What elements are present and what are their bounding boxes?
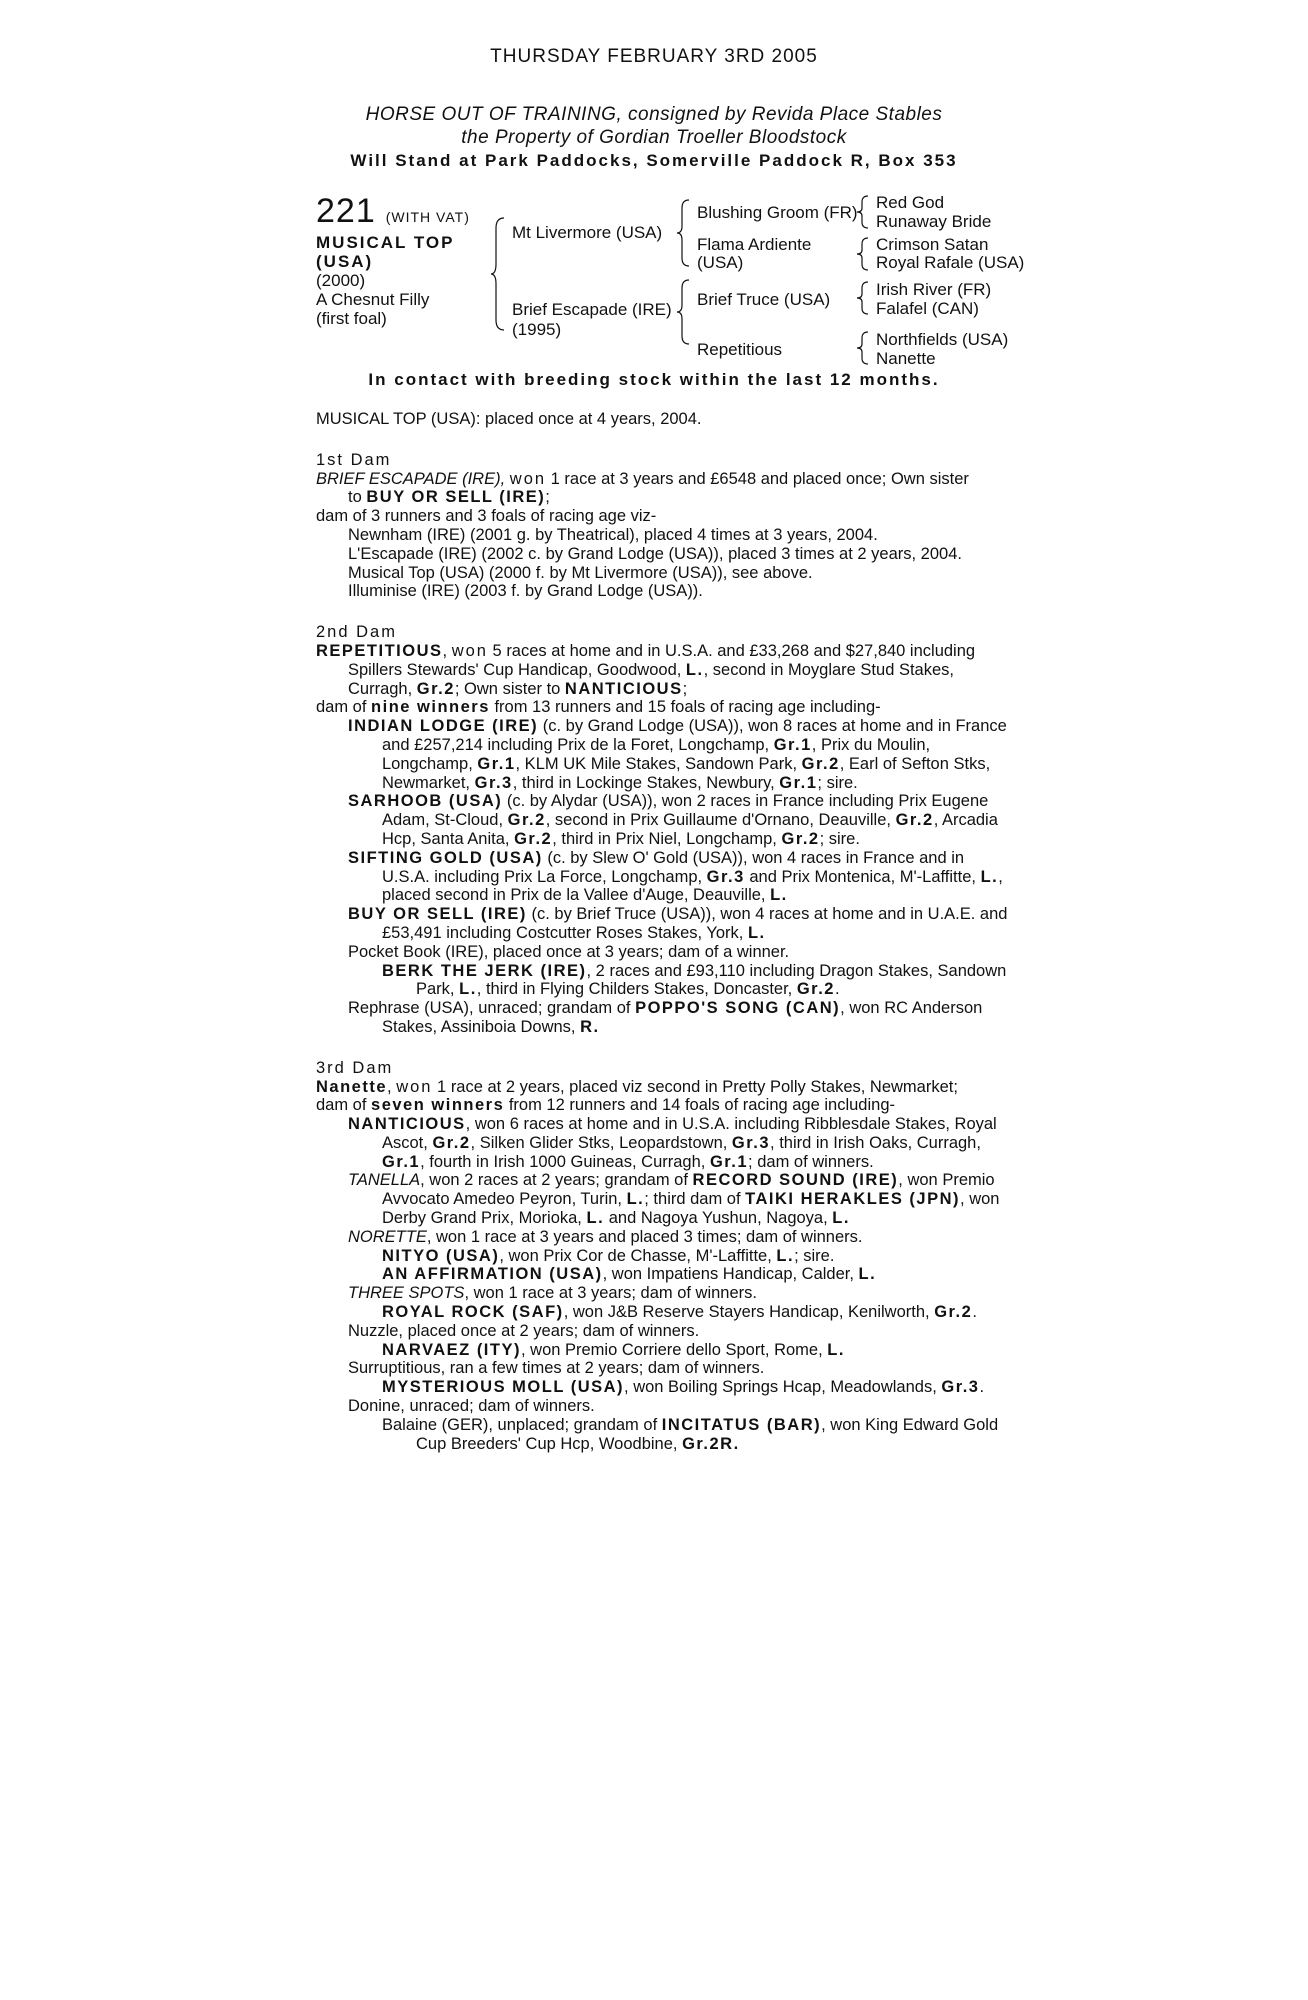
produce-indian-lodge bbox=[316, 717, 1016, 792]
third-dam-produce-post: from 12 runners and 14 foals of racing age including- bbox=[504, 1096, 895, 1115]
produce-balaine bbox=[316, 1416, 1016, 1454]
nanticious-g4: Gr.1 bbox=[709, 1152, 749, 1171]
pedigree-dam: Brief Escapade (IRE) bbox=[512, 300, 672, 319]
indian-lodge-g3: Gr.2 bbox=[801, 754, 840, 773]
indian-lodge-name: INDIAN LODGE (IRE) bbox=[348, 717, 539, 736]
pedigree-brace-main bbox=[490, 216, 510, 332]
first-dam-foal-4: Illuminise (IRE) (2003 f. by Grand Lodge (USA)). bbox=[348, 582, 703, 601]
mysterious-moll-b: . bbox=[979, 1378, 985, 1397]
berk-the-jerk-name: BERK THE JERK (IRE) bbox=[382, 961, 587, 980]
tanella-record-sound: RECORD SOUND (IRE) bbox=[692, 1171, 899, 1190]
property-line: the Property of Gordian Troeller Bloodstock bbox=[461, 127, 847, 148]
sifting-gold-g1: Gr.3 bbox=[706, 867, 745, 886]
royal-rock-b: . bbox=[972, 1303, 977, 1322]
second-dam-record-a: 5 races at home and in U.S.A. and £33,268 and $27,840 including Spillers Stewards' Cup Handicap, Goodwood, bbox=[348, 641, 976, 679]
third-dam-won: won bbox=[396, 1077, 433, 1096]
second-dam-winners: nine winners bbox=[371, 698, 490, 717]
an-affirmation-listed: L. bbox=[858, 1265, 877, 1284]
first-dam-foal-1: Newnham (IRE) (2001 g. by Theatrical), placed 4 times at 3 years, 2004. bbox=[348, 525, 878, 544]
produce-pocket-book: Pocket Book (IRE), placed once at 3 years; dam of a winner. bbox=[348, 942, 790, 961]
pedigree-g-5: Irish River (FR) bbox=[876, 280, 992, 299]
produce-sarhoob bbox=[316, 792, 1016, 848]
tanella-b: , won Premio Avvocato Amedeo Peyron, Turin, bbox=[382, 1171, 995, 1209]
first-dam-sister-pre: to bbox=[348, 488, 367, 507]
produce-royal-rock bbox=[316, 1303, 1016, 1322]
pedigree-sire-dam: Flama Ardiente bbox=[697, 235, 812, 254]
produce-nanticious bbox=[316, 1115, 1016, 1171]
three-spots-name: THREE SPOTS bbox=[348, 1284, 465, 1303]
indian-lodge-d: , Earl of Sefton Stks, Newmarket, bbox=[382, 754, 991, 792]
produce-mysterious-moll bbox=[316, 1378, 1016, 1397]
third-dam-name: Nanette bbox=[316, 1077, 388, 1096]
sarhoob-g2: Gr.2 bbox=[895, 811, 934, 830]
an-affirmation-a: , won Impatiens Handicap, Calder, bbox=[602, 1265, 859, 1284]
pedigree-dam-dam: Repetitious bbox=[697, 340, 783, 359]
norette-name: NORETTE bbox=[348, 1227, 427, 1246]
an-affirmation-name: AN AFFIRMATION (USA) bbox=[382, 1265, 603, 1284]
narvaez-a: , won Premio Corriere dello Sport, Rome, bbox=[520, 1340, 828, 1359]
third-dam-produce-line bbox=[316, 1096, 1016, 1115]
mysterious-moll-name: MYSTERIOUS MOLL (USA) bbox=[382, 1378, 625, 1397]
berk-the-jerk-b: , third in Flying Childers Stakes, Doncaster, bbox=[476, 980, 797, 999]
nanticious-g2: Gr.3 bbox=[731, 1133, 771, 1152]
produce-three-spots bbox=[316, 1284, 1016, 1303]
vat-note: (WITH VAT) bbox=[385, 209, 470, 225]
indian-lodge-b: , Prix du Moulin, Longchamp, bbox=[382, 735, 931, 773]
buy-or-sell-listed: L. bbox=[747, 923, 766, 942]
buy-or-sell-a: (c. by Brief Truce (USA)), won 4 races at home and in U.A.E. and £53,491 including Costcutter Roses Stakes, York, bbox=[382, 905, 1008, 942]
horse-description: A Chesnut Filly bbox=[316, 290, 430, 309]
produce-tanella bbox=[316, 1171, 1016, 1227]
rephrase-restricted: R. bbox=[580, 1017, 600, 1036]
third-dam-winners: seven winners bbox=[371, 1096, 505, 1115]
sifting-gold-a: (c. by Slew O' Gold (USA)), won 4 races in France and in U.S.A. including Prix La Force, Longchamp, bbox=[382, 848, 965, 886]
berk-the-jerk-grade: Gr.2 bbox=[796, 980, 835, 999]
third-dam-heading: 3rd Dam bbox=[316, 1058, 394, 1077]
nanticious-d: , fourth in Irish 1000 Guineas, Curragh, bbox=[420, 1152, 710, 1171]
second-dam-produce-post: from 13 runners and 15 foals of racing age including- bbox=[489, 698, 881, 717]
first-dam-sister-post: ; bbox=[545, 488, 550, 507]
lot-number: 221 bbox=[316, 192, 376, 230]
catalogue-body bbox=[316, 410, 1016, 1453]
pedigree-dam-year: (1995) bbox=[512, 320, 562, 339]
produce-narvaez bbox=[316, 1341, 1016, 1360]
produce-sifting-gold bbox=[316, 849, 1016, 905]
produce-donine: Donine, unraced; dam of winners. bbox=[348, 1397, 595, 1416]
sifting-gold-name: SIFTING GOLD (USA) bbox=[348, 848, 543, 867]
sifting-gold-l1: L. bbox=[980, 867, 999, 886]
three-spots-a: , won 1 race at 3 years; dam of winners. bbox=[464, 1284, 757, 1303]
second-dam-grade: Gr.2 bbox=[416, 679, 455, 698]
balaine-grade: Gr.2R. bbox=[682, 1434, 740, 1453]
produce-nityo bbox=[316, 1247, 1016, 1266]
nityo-b: ; sire. bbox=[794, 1246, 835, 1265]
pedigree-brace-g3 bbox=[856, 280, 872, 316]
tanella-e: and Nagoya Yushun, Nagoya, bbox=[604, 1209, 833, 1228]
second-dam-won: won bbox=[451, 641, 488, 660]
pedigree-brace-dam bbox=[676, 278, 694, 346]
nanticious-name: NANTICIOUS bbox=[348, 1115, 466, 1134]
pedigree-g-1: Red God bbox=[876, 193, 945, 212]
first-dam-foal-3: Musical Top (USA) (2000 f. by Mt Livermore (USA)), see above. bbox=[348, 563, 813, 582]
first-dam-record: 1 race at 3 years and £6548 and placed once; Own sister bbox=[546, 469, 969, 488]
indian-lodge-g1: Gr.1 bbox=[773, 735, 812, 754]
pedigree-g-8: Nanette bbox=[876, 349, 936, 368]
pedigree-sire-sire: Blushing Groom (FR) bbox=[697, 203, 858, 222]
balaine-incitatus: INCITATUS (BAR) bbox=[661, 1415, 822, 1434]
produce-berk-the-jerk bbox=[316, 962, 1016, 1000]
sarhoob-d: , third in Prix Niel, Longchamp, bbox=[552, 829, 782, 848]
tanella-taiki-herakles: TAIKI HERAKLES (JPN) bbox=[745, 1190, 961, 1209]
first-dam-produce-line: dam of 3 runners and 3 foals of racing age viz- bbox=[316, 507, 657, 526]
narvaez-name: NARVAEZ (ITY) bbox=[382, 1340, 521, 1359]
sarhoob-e: ; sire. bbox=[819, 829, 860, 848]
sarhoob-a: (c. by Alydar (USA)), won 2 races in France including Prix Eugene Adam, St-Cloud, bbox=[382, 792, 989, 830]
sifting-gold-c: , placed second in Prix de la Vallee d'Auge, Deauville, bbox=[382, 867, 1003, 905]
buy-or-sell-name: BUY OR SELL (IRE) bbox=[348, 905, 527, 924]
consignment-line: HORSE OUT OF TRAINING, consigned by Revida Place Stables bbox=[365, 104, 943, 125]
tanella-l1: L. bbox=[626, 1190, 645, 1209]
indian-lodge-g4: Gr.3 bbox=[474, 773, 513, 792]
lot-info bbox=[316, 192, 470, 328]
berk-the-jerk-listed: L. bbox=[459, 980, 477, 999]
balaine-b: , won King Edward Gold Cup Breeders' Cup Hcp, Woodbine, bbox=[416, 1415, 999, 1453]
breeding-contact-note: In contact with breeding stock within the last 12 months. bbox=[368, 370, 940, 389]
second-dam-entry: REPETITIOUS, won 5 races at home and in U.S.A. and £33,268 and $27,840 including Spillers Stewards' Cup Handicap, Goodwood, L., second in Moyglare Stud Stakes, Curragh, Gr.2; Own sister to NANTICIOUS; bbox=[316, 641, 976, 698]
pedigree-sire-dam-origin: (USA) bbox=[697, 253, 744, 272]
produce-rephrase bbox=[316, 999, 1016, 1037]
foal-note: (first foal) bbox=[316, 309, 387, 328]
second-dam-listed: L. bbox=[685, 660, 704, 679]
third-dam-entry: Nanette, won 1 race at 2 years, placed viz second in Pretty Polly Stakes, Newmarket; bbox=[316, 1077, 958, 1096]
pedigree-g-7: Northfields (USA) bbox=[876, 330, 1009, 349]
pedigree-brace-g1 bbox=[856, 194, 872, 230]
rephrase-a: Rephrase (USA), unraced; grandam of bbox=[348, 999, 636, 1018]
nanticious-a: , won 6 races at home and in U.S.A. including Ribblesdale Stakes, Royal Ascot, bbox=[382, 1115, 997, 1152]
nityo-name: NITYO (USA) bbox=[382, 1246, 500, 1265]
sarhoob-g1: Gr.2 bbox=[507, 811, 546, 830]
intro-line: MUSICAL TOP (USA): placed once at 4 years, 2004. bbox=[316, 410, 702, 428]
nanticious-e: ; dam of winners. bbox=[748, 1152, 874, 1171]
rephrase-b: , won RC Anderson Stakes, Assiniboia Downs, bbox=[382, 999, 983, 1036]
first-dam-entry bbox=[316, 470, 1016, 508]
berk-the-jerk-a: , 2 races and £93,110 including Dragon Stakes, Sandown Park, bbox=[416, 961, 1007, 999]
first-dam-foal-2: L'Escapade (IRE) (2002 c. by Grand Lodge (USA)), placed 3 times at 2 years, 2004. bbox=[348, 544, 962, 563]
tanella-name: TANELLA bbox=[348, 1171, 421, 1190]
narvaez-listed: L. bbox=[827, 1340, 845, 1359]
tanella-l2: L. bbox=[586, 1209, 605, 1228]
pedigree-brace-g4 bbox=[856, 330, 872, 366]
tanella-c: ; third dam of bbox=[644, 1190, 746, 1209]
royal-rock-name: ROYAL ROCK (SAF) bbox=[382, 1303, 564, 1322]
location-line: Will Stand at Park Paddocks, Somerville Paddock R, Box 353 bbox=[350, 151, 958, 170]
sarhoob-g3: Gr.2 bbox=[514, 829, 553, 848]
first-dam-name: BRIEF ESCAPADE (IRE), bbox=[316, 469, 506, 488]
produce-norette bbox=[316, 1228, 1016, 1247]
indian-lodge-e: , third in Lockinge Stakes, Newbury, bbox=[512, 773, 780, 792]
royal-rock-grade: Gr.2 bbox=[934, 1303, 973, 1322]
sifting-gold-b: and Prix Montenica, M'-Laffitte, bbox=[744, 867, 981, 886]
produce-an-affirmation bbox=[316, 1265, 1016, 1284]
produce-nuzzle: Nuzzle, placed once at 2 years; dam of winners. bbox=[348, 1321, 700, 1340]
pedigree-g-4: Royal Rafale (USA) bbox=[876, 253, 1025, 272]
pedigree-sire: Mt Livermore (USA) bbox=[512, 223, 663, 242]
pedigree-g-6: Falafel (CAN) bbox=[876, 299, 979, 318]
sifting-gold-l2: L. bbox=[770, 886, 788, 905]
indian-lodge-a: (c. by Grand Lodge (USA)), won 8 races at home and in France and £257,214 including Prix de la Foret, Longchamp, bbox=[382, 717, 1007, 754]
produce-surruptitious: Surruptitious, ran a few times at 2 years; dam of winners. bbox=[348, 1359, 765, 1378]
second-dam-produce-pre: dam of bbox=[316, 698, 372, 717]
mysterious-moll-a: , won Boiling Springs Hcap, Meadowlands, bbox=[624, 1378, 942, 1397]
royal-rock-a: , won J&B Reserve Stayers Handicap, Kenilworth, bbox=[563, 1303, 935, 1322]
second-dam-record-c: ; Own sister to bbox=[454, 679, 565, 698]
produce-buy-or-sell bbox=[316, 905, 1016, 943]
pedigree-brace-sire bbox=[676, 198, 694, 268]
indian-lodge-g5: Gr.1 bbox=[779, 773, 818, 792]
first-dam-sister-name: BUY OR SELL (IRE) bbox=[366, 488, 546, 507]
second-dam-record-b: , second in Moyglare Stud Stakes, Curragh, bbox=[348, 660, 954, 698]
first-dam-won: won bbox=[509, 469, 547, 488]
pedigree-dam-sire: Brief Truce (USA) bbox=[697, 290, 831, 309]
second-dam-name: REPETITIOUS bbox=[316, 641, 443, 660]
nanticious-g1: Gr.2 bbox=[432, 1133, 471, 1152]
sale-date: THURSDAY FEBRUARY 3RD 2005 bbox=[490, 46, 818, 67]
second-dam-sister: NANTICIOUS bbox=[564, 679, 683, 698]
nanticious-g3: Gr.1 bbox=[382, 1152, 421, 1171]
indian-lodge-c: , KLM UK Mile Stakes, Sandown Park, bbox=[515, 754, 802, 773]
sarhoob-b: , second in Prix Guillaume d'Ornano, Deauville, bbox=[545, 811, 896, 830]
pedigree-g-3: Crimson Satan bbox=[876, 235, 989, 254]
indian-lodge-f: ; sire. bbox=[817, 773, 858, 792]
second-dam-heading: 2nd Dam bbox=[316, 623, 397, 642]
mysterious-moll-grade: Gr.3 bbox=[941, 1378, 980, 1397]
third-dam-record: 1 race at 2 years, placed viz second in Pretty Polly Stakes, Newmarket; bbox=[432, 1077, 958, 1096]
second-dam-record-d: ; bbox=[682, 679, 688, 698]
rephrase-grandson: POPPO'S SONG (CAN) bbox=[635, 999, 841, 1018]
nanticious-b: , Silken Glider Stks, Leopardstown, bbox=[470, 1133, 732, 1152]
pedigree-brace-g2 bbox=[856, 236, 872, 272]
horse-name: MUSICAL TOP bbox=[316, 233, 455, 252]
second-dam-produce-line bbox=[316, 698, 1016, 717]
nanticious-c: , third in Irish Oaks, Curragh, bbox=[770, 1133, 981, 1152]
balaine-a: Balaine (GER), unplaced; grandam of bbox=[382, 1415, 662, 1434]
pedigree-g-2: Runaway Bride bbox=[876, 212, 992, 231]
berk-the-jerk-c: . bbox=[834, 980, 840, 999]
third-dam-produce-pre: dam of bbox=[316, 1096, 372, 1115]
horse-origin: (USA) bbox=[316, 252, 374, 271]
first-dam-heading: 1st Dam bbox=[316, 450, 392, 469]
nityo-listed: L. bbox=[776, 1246, 795, 1265]
sarhoob-c: , Arcadia Hcp, Santa Anita, bbox=[382, 811, 998, 848]
tanella-l3: L. bbox=[832, 1209, 850, 1228]
tanella-a: , won 2 races at 2 years; grandam of bbox=[420, 1171, 693, 1190]
nityo-a: , won Prix Cor de Chasse, M'-Laffitte, bbox=[499, 1246, 777, 1265]
sarhoob-name: SARHOOB (USA) bbox=[348, 792, 503, 811]
indian-lodge-g2: Gr.1 bbox=[477, 754, 516, 773]
norette-a: , won 1 race at 3 years and placed 3 times; dam of winners. bbox=[426, 1227, 863, 1246]
sarhoob-g4: Gr.2 bbox=[781, 829, 820, 848]
tanella-d: , won Derby Grand Prix, Morioka, bbox=[382, 1190, 1000, 1228]
horse-year: (2000) bbox=[316, 271, 366, 290]
